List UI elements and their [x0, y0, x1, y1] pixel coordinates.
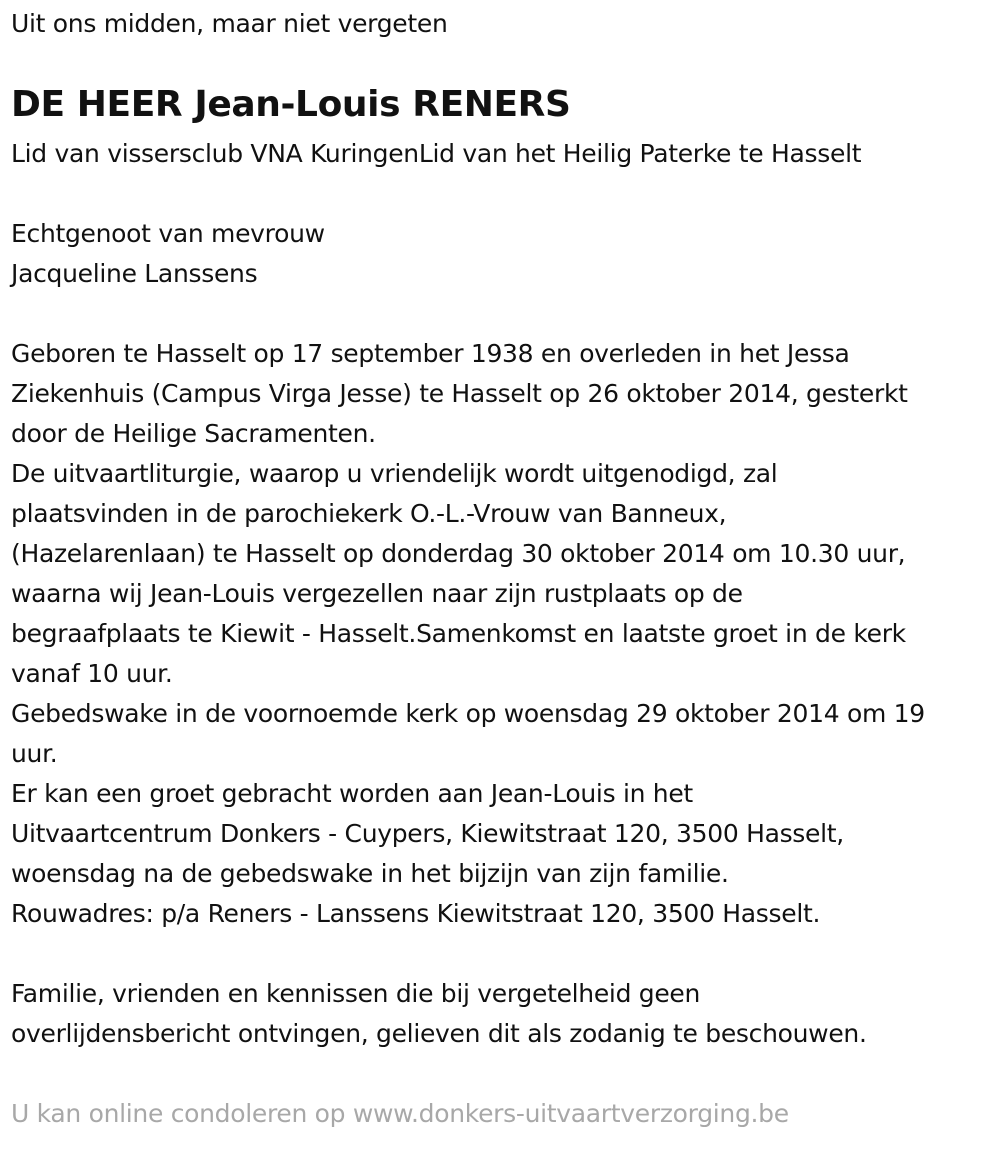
family-note-block — [11, 974, 867, 1054]
details-line: woensdag na de gebedswake in het bijzijn van zijn familie. — [11, 859, 729, 888]
online-condolence-note: U kan online condoleren op www.donkers-uitvaartverzorging.be — [11, 1099, 789, 1128]
details-line: De uitvaartliturgie, waarop u vriendelijk wordt uitgenodigd, zal — [11, 459, 778, 488]
spouse-line: Jacqueline Lanssens — [11, 259, 258, 288]
spouse-line: Echtgenoot van mevrouw — [11, 219, 325, 248]
details-line: plaatsvinden in de parochiekerk O.-L.-Vrouw van Banneux, — [11, 499, 727, 528]
details-line: (Hazelarenlaan) te Hasselt op donderdag 30 oktober 2014 om 10.30 uur, — [11, 539, 906, 568]
memberships-block — [11, 134, 861, 174]
details-line: vanaf 10 uur. — [11, 659, 173, 688]
intro-line: Uit ons midden, maar niet vergeten — [11, 9, 448, 38]
spouse-block — [11, 214, 325, 294]
details-line: uur. — [11, 739, 58, 768]
details-line: begraafplaats te Kiewit - Hasselt.Samenkomst en laatste groet in de kerk — [11, 619, 906, 648]
details-line: Ziekenhuis (Campus Virga Jesse) te Hasselt op 26 oktober 2014, gesterkt — [11, 379, 908, 408]
memberships-line: Lid van vissersclub VNA KuringenLid van het Heilig Paterke te Hasselt — [11, 139, 862, 168]
deceased-name: DE HEER Jean-Louis RENERS — [11, 84, 571, 125]
details-block — [11, 334, 925, 934]
details-line: door de Heilige Sacramenten. — [11, 419, 376, 448]
family-note-line: overlijdensbericht ontvingen, gelieven dit als zodanig te beschouwen. — [11, 1019, 867, 1048]
details-line: Er kan een groet gebracht worden aan Jean-Louis in het — [11, 779, 693, 808]
details-line: Rouwadres: p/a Reners - Lanssens Kiewitstraat 120, 3500 Hasselt. — [11, 899, 821, 928]
details-line: Uitvaartcentrum Donkers - Cuypers, Kiewitstraat 120, 3500 Hasselt, — [11, 819, 844, 848]
family-note-line: Familie, vrienden en kennissen die bij vergetelheid geen — [11, 979, 701, 1008]
details-line: waarna wij Jean-Louis vergezellen naar zijn rustplaats op de — [11, 579, 743, 608]
details-line: Gebedswake in de voornoemde kerk op woensdag 29 oktober 2014 om 19 — [11, 699, 925, 728]
details-line: Geboren te Hasselt op 17 september 1938 en overleden in het Jessa — [11, 339, 850, 368]
